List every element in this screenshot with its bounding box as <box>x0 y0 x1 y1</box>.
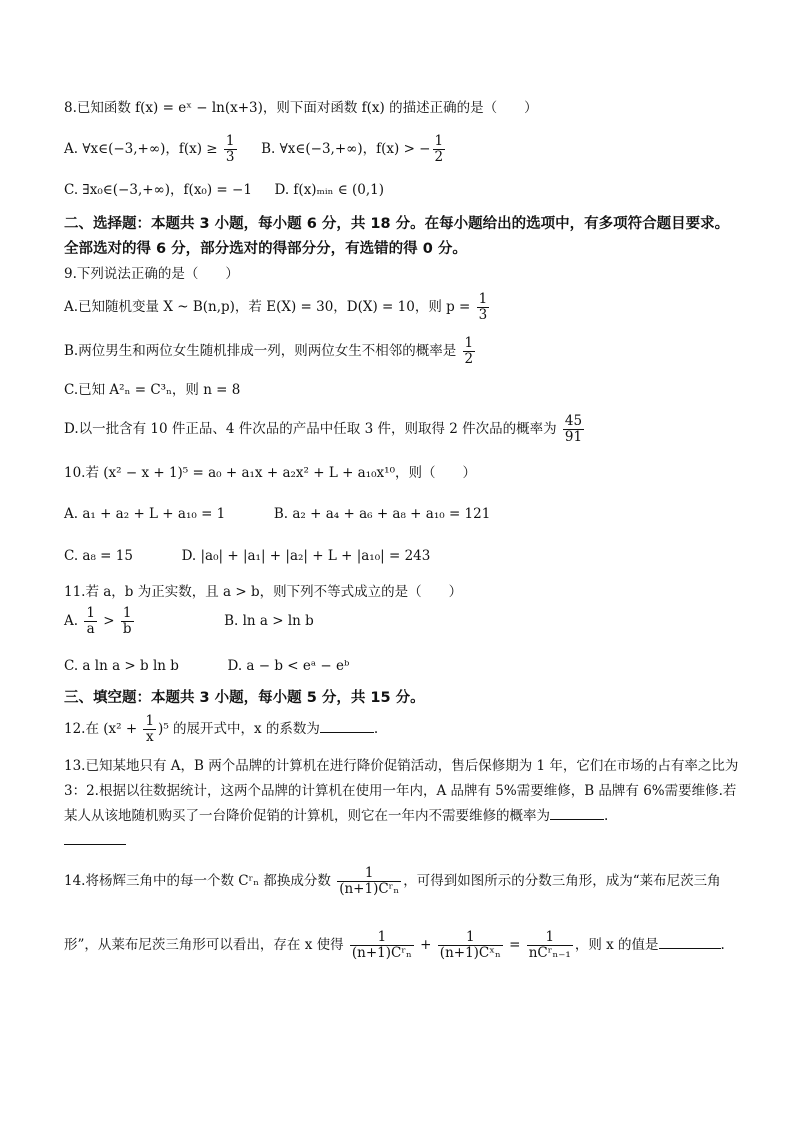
q9-option-c: C.已知 A²ₙ = C³ₙ，则 n = 8 <box>64 382 241 398</box>
q8-option-b: B. ∀x∈(−3,+∞)，f(x) > − $\frac{1}{2}$ <box>261 133 444 165</box>
q10-options-ab <box>64 504 490 524</box>
q14-fraction-4: $\frac{1}{\text{nCʳₙ₋₁}}$ <box>528 929 571 961</box>
q11-options-cd <box>64 656 349 676</box>
q12-fraction: $\frac{1}{x}$ <box>145 713 155 745</box>
q11-stem: 11.若 a，b 为正实数，且 a > b，则下列不等式成立的是（ ） <box>64 584 463 600</box>
q8-options-cd <box>64 180 384 200</box>
q10-option-b: B. a₂ + a₄ + a₆ + a₈ + a₁₀ = 121 <box>273 506 491 522</box>
q8-option-a: A. ∀x∈(−3,+∞)，f(x) ≥ $\frac{1}{3}$ <box>64 133 235 165</box>
q11-option-b: B. ln a > ln b <box>224 613 314 629</box>
q10-option-a: A. a₁ + a₂ + L + a₁₀ = 1 <box>64 506 226 522</box>
q12: 12.在 (x² + $\frac{1}{x}$ )⁵ 的展开式中，x 的系数为 . <box>64 713 379 745</box>
q9-b-fraction: $\frac{1}{2}$ <box>464 335 474 367</box>
q14-fraction-1: $\frac{1}{\text{(n+1)Cʳₙ}}$ <box>339 865 400 897</box>
q9-option-b: B.两位男生和两位女生随机排成一列，则两位女生不相邻的概率是 $\frac{1}{2}$ <box>64 335 474 367</box>
q12-answer-blank[interactable] <box>320 718 374 733</box>
q10-options-cd <box>64 546 430 566</box>
q8-option-d: D. f(x)ₘᵢₙ ∈ (0,1) <box>274 182 384 198</box>
q8-a-fraction: $\frac{1}{3}$ <box>225 133 235 165</box>
q9-option-d: D.以一批含有 10 件正品、4 件次品的产品中任取 3 件，则取得 2 件次品的概率为 $\frac{45}{91}$ <box>64 413 583 445</box>
q8-stem: 8.已知函数 f(x) = eˣ − ln(x+3)，则下面对函数 f(x) 的描述正确的是（ ） <box>64 100 538 116</box>
q14-line1: 14.将杨辉三角中的每一个数 Cʳₙ 都换成分数 $\frac{1}{\text{(n+1)Cʳₙ}}$ ，可得到如图所示的分数三角形，成为“莱布尼茨三角 <box>64 865 721 897</box>
q11-option-d: D. a − b < eᵃ − eᵇ <box>227 658 350 674</box>
q10-stem: 10.若 (x² − x + 1)⁵ = a₀ + a₁x + a₂x² + L + a₁₀x¹⁰，则（ ） <box>64 465 476 481</box>
q9-a-fraction: $\frac{1}{3}$ <box>478 291 488 323</box>
q13: 13.已知某地只有 A，B 两个品牌的计算机在进行降价促销活动，售后保修期为 1 年，它们在市场的占有率之比为 3：2.根据以往数据统计，这两个品牌的计算机在使用一年内，A 品牌有 5%需要维修，B 品牌有 6%需要维修.若某人从该地随机购买了一台降价促销的计算机，则它在一年内不需要维修的概率为 . <box>64 754 740 854</box>
q14-answer-blank[interactable] <box>659 934 721 949</box>
section2-heading: 二、选择题：本题共 3 小题，每小题 6 分，共 18 分。在每小题给出的选项中，有多项符合题目要求。全部选对的得 6 分，部分选对的得部分分，有选错的得 0 分。 <box>64 216 730 257</box>
q10-option-d: D. |a₀| + |a₁| + |a₂| + L + |a₁₀| = 243 <box>181 548 431 564</box>
section3-heading: 三、填空题：本题共 3 小题，每小题 5 分，共 15 分。 <box>64 690 425 706</box>
q14-fraction-3: $\frac{1}{\text{(n+1)Cˣₙ}}$ <box>439 929 501 961</box>
q11-option-a: A. $\frac{1}{a}$ > $\frac{1}{b}$ <box>64 605 132 637</box>
q14-line2: 形”，从莱布尼茨三角形可以看出，存在 x 使得 $\frac{1}{\text{(n+1)Cʳₙ}}$ + $\frac{1}{\text{(n+1)Cˣₙ}}$ = $\frac{1}{\text{nCʳₙ₋₁}}$ ，则 x 的值是 . <box>64 929 725 961</box>
q11-options-ab <box>64 606 314 637</box>
q9-d-fraction: $\frac{45}{91}$ <box>564 413 583 445</box>
q8-option-c: C. ∃x₀∈(−3,+∞)，f(x₀) = −1 <box>64 182 252 198</box>
q14-fraction-2: $\frac{1}{\text{(n+1)Cʳₙ}}$ <box>351 929 412 961</box>
q9-stem: 9.下列说法正确的是（ ） <box>64 266 239 282</box>
q13-answer-blank-1[interactable] <box>550 805 604 820</box>
q8-options-ab <box>64 134 447 165</box>
q10-option-c: C. a₈ = 15 <box>64 548 133 564</box>
q13-answer-blank-2[interactable] <box>64 830 126 845</box>
q11-option-c: C. a ln a > b ln b <box>64 658 179 674</box>
q9-option-a: A.已知随机变量 X ~ B(n,p)，若 E(X) = 30，D(X) = 10，则 p = $\frac{1}{3}$ <box>64 291 488 323</box>
q8-b-fraction: $\frac{1}{2}$ <box>434 133 444 165</box>
